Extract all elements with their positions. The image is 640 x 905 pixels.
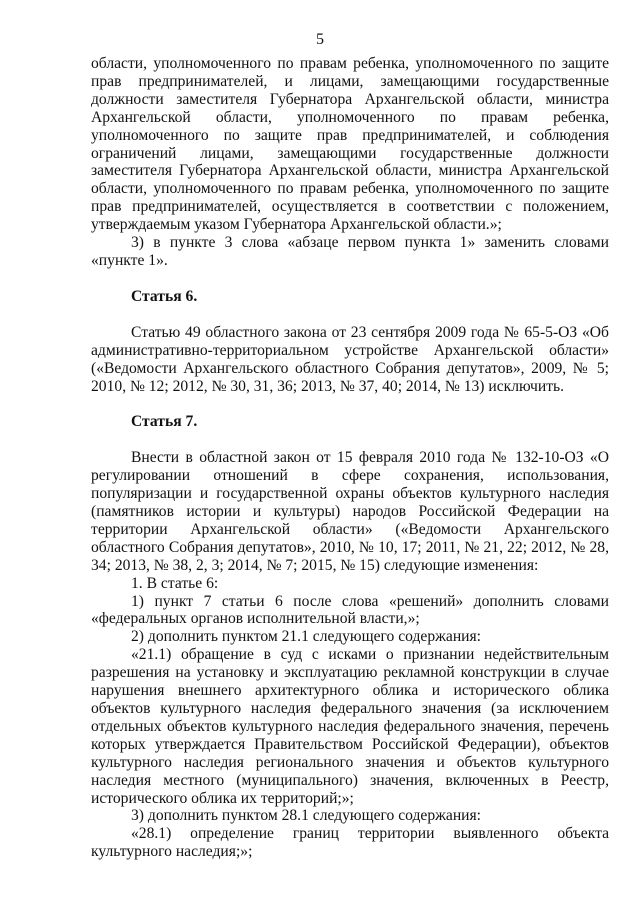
article-6-text: Статью 49 областного закона от 23 сентября 2009 года № 65-5-ОЗ «Об административно-территориальном устройстве Архангельской области» («Ведомости Архангельского областного Собрания депутатов», 2009, № 5; 2010, № 12; 2012, № 30, 31, 36; 2013, № 37, 40; 2014, № 13) исключить. [91,323,609,395]
paragraph-item-3: 3) в пункте 3 слова «абзаце первом пункта 1» заменить словами «пункте 1». [91,234,609,269]
document-body [91,55,609,861]
article-7-item-3: 3) дополнить пунктом 28.1 следующего содержания: [131,807,482,825]
article-7-heading: Статья 7. [131,413,198,431]
paragraph-continuation: области, уполномоченного по правам ребенка, уполномоченного по защите прав предпринимателей, и лицами, замещающими государственные должности заместителя Губернатора Архангельской области, министра Архангельской области, уполномоченного по правам ребенка, уполномоченного по защите прав предпринимателей, и соблюдения ограничений лицами, замещающими государственные должности заместителя Губернатора Архангельской области, министра Архангельской области, уполномоченного по правам ребенка, уполномоченного по защите прав предпринимателей, осуществляется в соответствии с положением, утверждаемым указом Губернатора Архангельской области.»; [91,55,609,234]
article-7-item-28-1: «28.1) определение границ территории выявленного объекта культурного наследия;»; [91,825,609,861]
article-6-heading: Статья 6. [131,287,198,305]
article-7-item-2: 2) дополнить пунктом 21.1 следующего содержания: [131,628,482,646]
page-number: 5 [316,31,324,48]
article-7-item-21-1: «21.1) обращение в суд с исками о признании недействительным разрешения на установку и эксплуатацию рекламной конструкции в случае нарушения внешнего архитектурного облика и исторического облика объектов культурного наследия федерального значения (за исключением отдельных объектов культурного наследия федерального значения, перечень которых утверждается Правительством Российской Федерации), объектов культурного наследия регионального значения и объектов культурного наследия местного (муниципального) значения, включенных в Реестр, исторического облика их территорий;»; [91,646,609,807]
article-7-section-1: 1. В статье 6: [131,574,219,592]
article-7-intro: Внести в областной закон от 15 февраля 2010 года № 132-10-ОЗ «О регулировании отношений в сфере сохранения, использования, популяризации и государственной охраны объектов культурного наследия (памятников истории и культуры) народов Российской Федерации на территории Архангельской области» («Ведомости Архангельского областного Собрания депутатов», 2010, № 10, 17; 2011, № 21, 22; 2012, № 28, 34; 2013, № 38, 2, 3; 2014, № 7; 2015, № 15) следующие изменения: [91,449,609,574]
article-7-item-1: 1) пункт 7 статьи 6 после слова «решений» дополнить словами «федеральных органов исполнительной власти,»; [91,592,609,628]
